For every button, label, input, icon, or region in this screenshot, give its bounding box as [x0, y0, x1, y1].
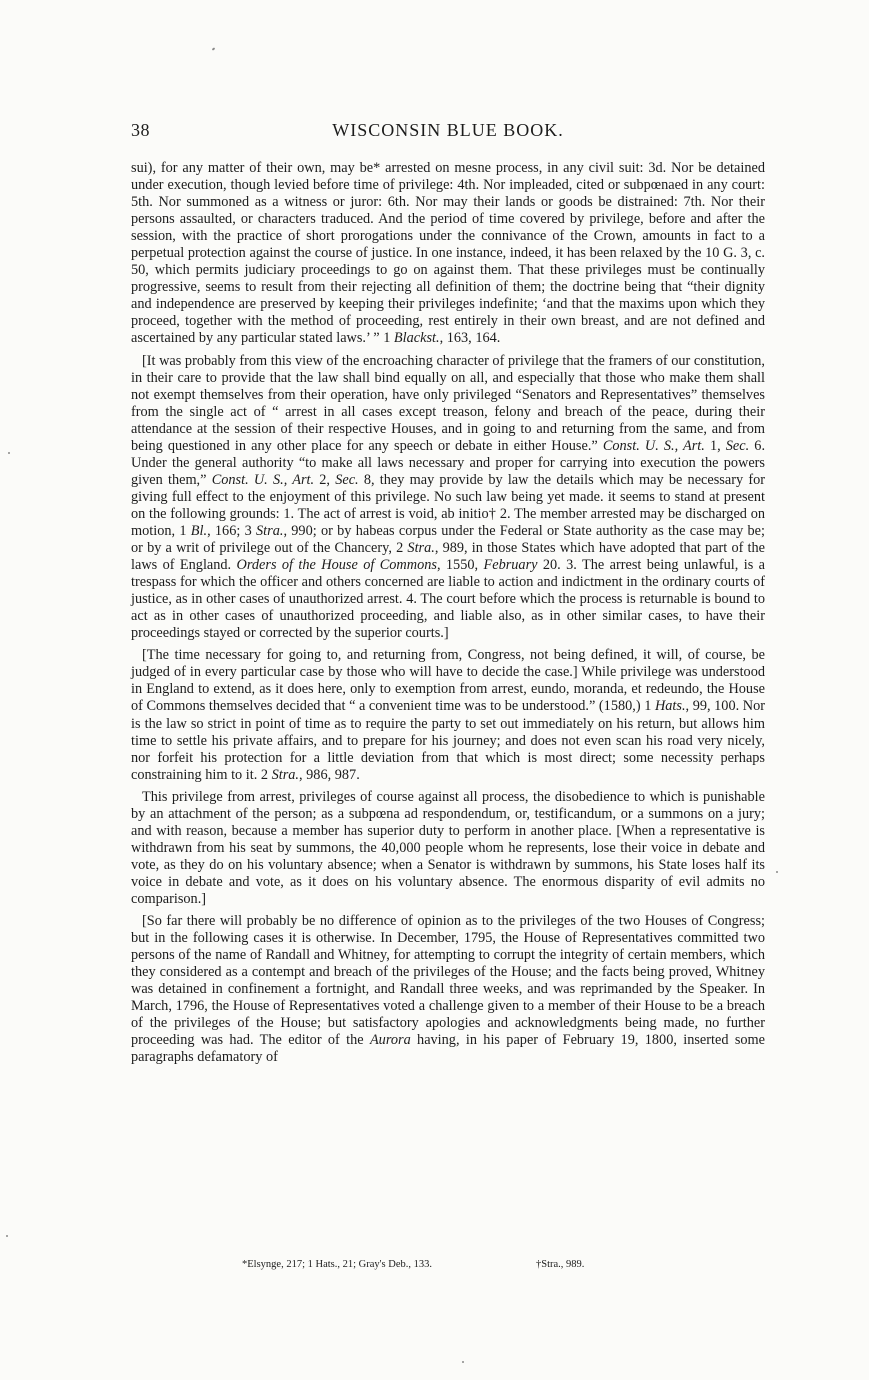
citation-italic: Blackst.	[393, 330, 440, 347]
text-run: 1,	[704, 437, 726, 454]
citation-italic: Stra.	[407, 540, 435, 557]
text-run: 8, they may provide by law the details which may be necessary for giving full effect to the enjoyment of this privilege. No such law being yet made. it seems to stand at present on the following grounds: 1. The act of arrest is void, ab initio† 2. The member arrested may be discharged on motion, 1	[131, 471, 766, 539]
citation-italic: Const. U. S., Art.	[602, 437, 705, 454]
citation-italic: Sec.	[725, 437, 750, 454]
citation-italic: Sec.	[335, 471, 359, 488]
text-run: , 990; or by habeas corpus under the Federal or State authority as the case may be; or by a writ of privilege out of the Chancery, 2	[131, 522, 765, 557]
scan-speck	[776, 871, 778, 873]
citation-italic: February	[483, 557, 538, 574]
running-title: WISCONSIN BLUE BOOK.	[332, 120, 564, 140]
text-run: 2,	[314, 471, 336, 488]
text-run: , 1550,	[436, 557, 484, 574]
page-header	[131, 120, 765, 146]
citation-italic: Stra.	[271, 766, 299, 783]
citation-italic: Aurora	[369, 1032, 411, 1049]
paragraph-time-for-travel	[131, 647, 765, 783]
text-run: , 166; 3	[207, 522, 257, 539]
text-run: , 99, 100. Nor is the law so strict in point of time as to require the party to set out immediately on his return, but allows him time to settle his private affairs, and to prepare for his journey; and does not even scan his road very nicely, nor forfeit his protection for a little deviation from that which is most direct; some necessity perhaps constraining him to it. 2	[131, 698, 765, 783]
citation-italic: Hats.	[654, 698, 686, 715]
footnote-star: *Elsynge, 217; 1 Hats., 21; Gray's Deb., 133.	[242, 1259, 432, 1270]
text-run: [It was probably from this view of the encroaching character of privilege that the framers of our constitution, in their care to provide that the law shall bind equally on all, and especially that those who make them shall not exempt themselves from their operation, have only privileged “Senators and Representatives” themselves from the single act of “ arrest in all cases except treason, felony and breach of the peace, during their attendance at the session of their respective Houses, and in going to and returning from the same, and from being questioned in any other place for any speech or debate in either House.”	[131, 352, 765, 454]
paragraph-continuation	[131, 160, 765, 348]
scan-speck	[462, 1361, 464, 1363]
text-run: , 989, in those States which have adopted that part of the laws of England.	[131, 540, 765, 574]
text-run: , 986, 987.	[299, 766, 360, 783]
text-run: [The time necessary for going to, and returning from, Congress, not being defined, it will, of course, be judged of in every particular case by those who will have to decide the case.] While privilege was understood in England to extend, as it does here, only to exemption from arrest, eundo, moranda, et redeundo, the House of Commons themselves decided that “ a convenient time was to be understood.” (1580,) 1	[131, 647, 765, 715]
paragraph-constitution-privilege	[131, 353, 765, 643]
page-number: 38	[131, 120, 150, 140]
text-run: sui), for any matter of their own, may be* arrested on mesne process, in any civil suit: 3d. Nor be detained under execution, though levied before time of privilege: 4th. Nor impleaded, cited or subpœnaed in any court: 5th. Nor summoned as a witness or juror: 6th. Nor may their lands or goods be distrained: 7th. Nor their persons assaulted, or characters traduced. And the period of time covered by privilege, before and after the session, with the practice of short prorogations under the connivance of the Crown, amounts in fact to a perpetual protection against the course of justice. In one instance, indeed, it has been relaxed by the 10 G. 3, c. 50, which permits judiciary proceedings to go on against them. That these privileges must be continually progressive, seems to result from their rejecting all definition of them; the doctrine being that “their dignity and independence are preserved by keeping their privileges indefinite; ‘and that the maxims upon which they proceed, together with the method of proceeding, rest entirely in their own breast, and are not defined and ascertained by any particular stated laws.’ ” 1	[131, 160, 765, 347]
text-run: having, in his paper of February 19, 1800, inserted some paragraphs defamatory of	[131, 1032, 765, 1066]
paragraph-privilege-from-process	[131, 789, 765, 908]
scan-speck	[6, 1235, 8, 1237]
text-run: This privilege from arrest, privileges of course against all process, the disobedience to which is punishable by an attachment of the person; as a subpœna ad respondendum, or, testificandum, or a summons on a jury; and with reason, because a member has superior duty to perform in another place. [When a representative is withdrawn from his seat by summons, the 40,000 people whom he represents, lose their voice in debate and vote, as they do on his voluntary absence; when a Senator is withdrawn by summons, his State loses half its voice in debate and vote, as it does on his voluntary absence. The enormous disparity of evil admits no comparison.]	[131, 788, 765, 907]
citation-italic: Bl.	[190, 522, 208, 539]
text-run: , 163, 164.	[439, 330, 501, 347]
scan-speck	[8, 452, 10, 454]
citation-italic: Const. U. S., Art.	[211, 471, 315, 488]
scan-speck	[212, 47, 216, 50]
paragraph-house-cases	[131, 913, 765, 1066]
text-run: 20. 3. The arrest being unlawful, is a trespass for which the officer and others concerned are liable to action and indictment in the ordinary courts of justice, as in other cases of unauthorized arrest. 4. The court before which the process is returnable is bound to act as in other cases of unauthorized proceeding, and liable also, as in other similar cases, to have their proceedings stayed or corrected by the superior courts.]	[131, 557, 766, 642]
footnote-dagger: †Stra., 989.	[536, 1259, 585, 1270]
citation-italic: Stra.	[256, 522, 284, 539]
body-text	[131, 160, 765, 1071]
text-run: 6. Under the general authority “to make all laws necessary and proper for carrying into execution the powers given them,”	[131, 437, 766, 488]
text-run: [So far there will probably be no difference of opinion as to the privileges of the two Houses of Congress; but in the following cases it is otherwise. In December, 1795, the House of Representatives committed two persons of the name of Randall and Whitney, for attempting to corrupt the integrity of certain members, which they considered as a contempt and breach of the privileges of the House; and the facts being proved, Whitney was detained in confinement a fortnight, and Randall three weeks, and was reprimanded by the Speaker. In March, 1796, the House of Representatives voted a challenge given to a member of their House to be a breach of the privileges of the House; but satisfactory apologies and acknowledgments being made, no further proceeding was had. The editor of the	[131, 913, 765, 1049]
citation-italic: Orders of the House of Commons	[236, 557, 437, 574]
